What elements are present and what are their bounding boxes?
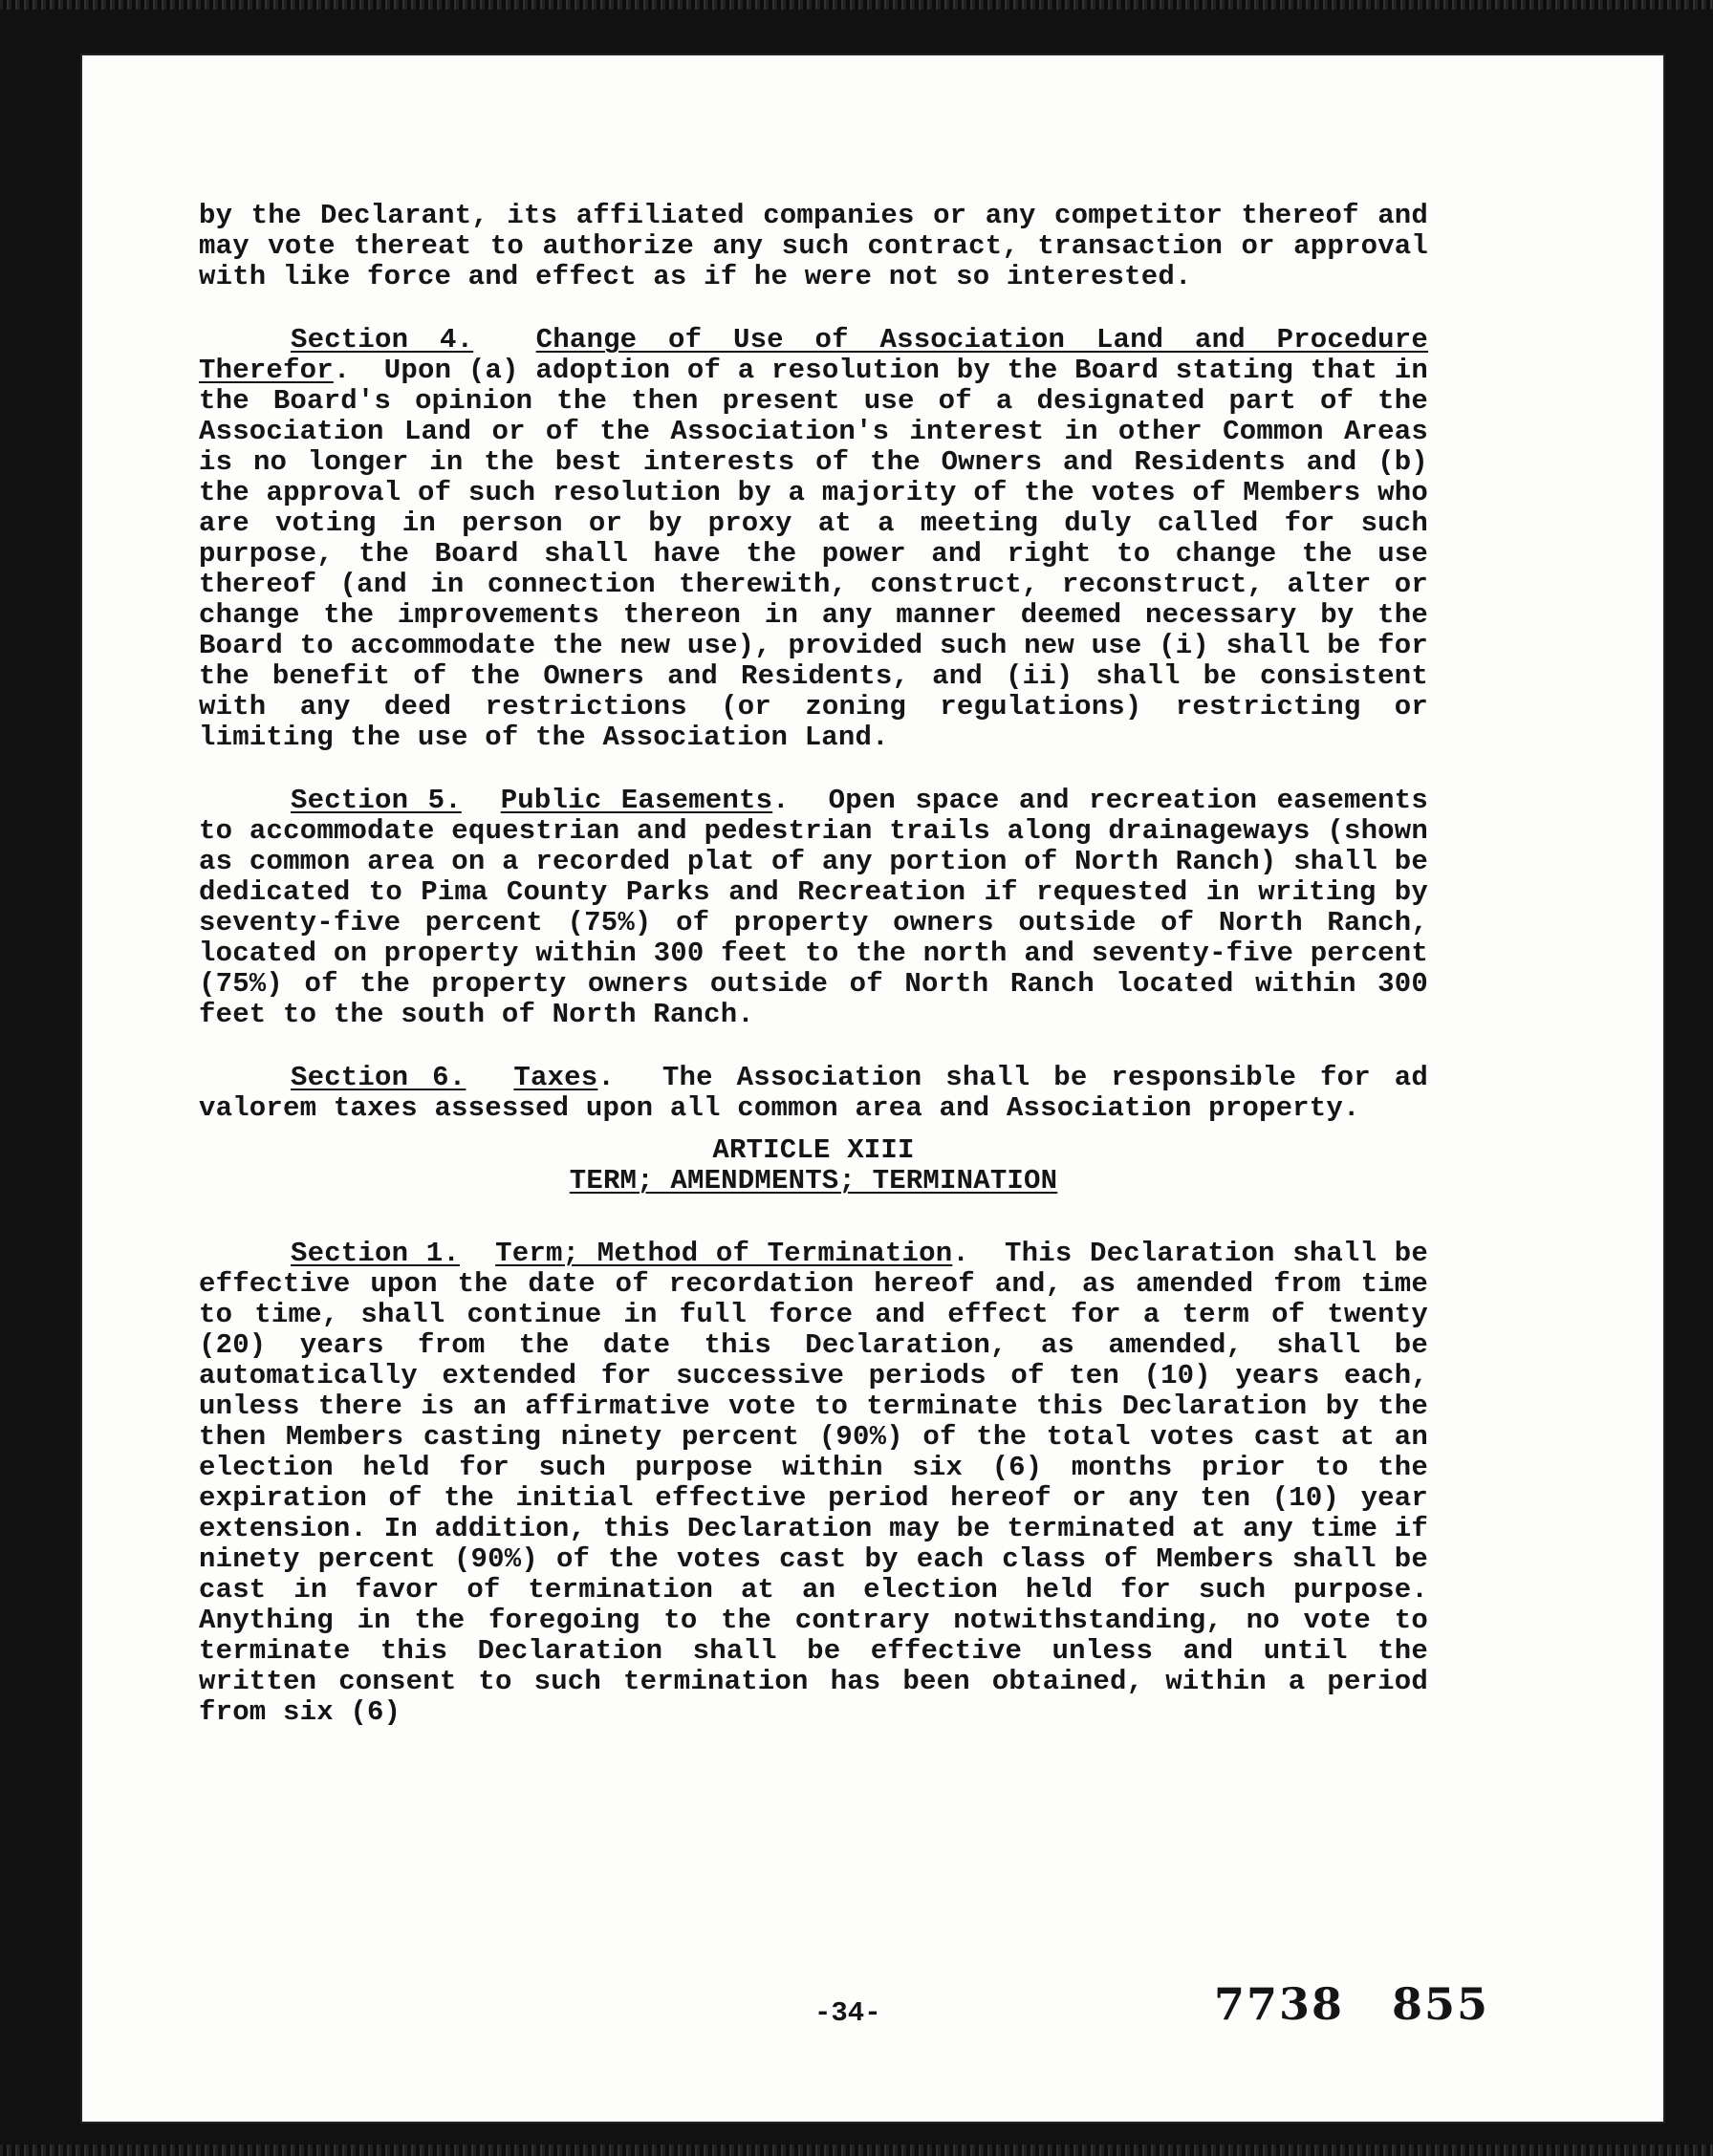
section-4-heading: Change of Use of Association Land and Procedure Therefor [199,324,1428,386]
article-section-1: Section 1. Term; Method of Termination. This Declaration shall be effective upon the date of recordation hereof and, as amended from time to time, shall continue in full force and effect for a term of twenty (20) years from the date this Declaration, as amended, shall be automatically extended for successive periods of ten (10) years each, unless there is an affirmative vote to terminate this Declaration by the then Members casting ninety percent (90%) of the total votes cast at an election held for such purpose within six (6) months prior to the expiration of the initial effective period hereof or any ten (10) year extension. In addition, this Declaration may be terminated at any time if ninety percent (90%) of the votes cast by each class of Members shall be cast in favor of termination at an election held for such purpose. Anything in the foregoing to the contrary notwithstanding, no vote to terminate this Declaration shall be effective unless and until the written consent to such termination has been obtained, within a period from six (6) [199,1238,1429,1728]
intro-text: by the Declarant, its affiliated companies or any competitor thereof and may vote thereat to authorize any such contract, transaction or approval with like force and effect as if he were not so interested. [199,200,1428,292]
section-4-body: Upon (a) adoption of a resolution by the Board stating that in the Board's opinion the then present use of a designated part of the Association Land or of the Association's interest in other Common Areas is no longer in the best interests of the Owners and Residents and (b) the approval of such resolution by a majority of the votes of Members who are voting in person or by proxy at a meeting duly called for such purpose, the Board shall have the power and right to change the use thereof (and in connection therewith, construct, reconstruct, alter or change the improvements thereon in any manner deemed necessary by the Board to accommodate the new use), provided such new use (i) shall be for the benefit of the Owners and Residents, and (ii) shall be consistent with any deed restrictions (or zoning regulations) restricting or limiting the use of the Association Land. [199,355,1428,753]
section-5-heading: Public Easements [500,785,773,816]
article-section-1-body: This Declaration shall be effective upon the date of recordation hereof and, as amended from time to time, shall continue in full force and effect for a term of twenty (20) years from the date this Declaration, as amended, shall be automatically extended for successive periods of ten (10) years each, unless there is an affirmative vote to terminate this Declaration by the then Members casting ninety percent (90%) of the total votes cast at an election held for such purpose within six (6) months prior to the expiration of the initial effective period hereof or any ten (10) year extension. In addition, this Declaration may be terminated at any time if ninety percent (90%) of the votes cast by each class of Members shall be cast in favor of termination at an election held for such purpose. Anything in the foregoing to the contrary notwithstanding, no vote to terminate this Declaration shall be effective unless and until the written consent to such termination has been obtained, within a period from six (6) [199,1238,1429,1728]
top-scan-edge [0,0,1713,10]
recording-stamp [1214,1978,1537,2030]
section-4: Section 4. Change of Use of Association Land and Procedure Therefor. Upon (a) adoption of a resolution by the Board stating that in the Board's opinion the then present use of a designated part of the Association Land or of the Association's interest in other Common Areas is no longer in the best interests of the Owners and Residents and (b) the approval of such resolution by a majority of the votes of Members who are voting in person or by proxy at a meeting duly called for such purpose, the Board shall have the power and right to change the use thereof (and in connection therewith, construct, reconstruct, alter or change the improvements thereon in any manner deemed necessary by the Board to accommodate the new use), provided such new use (i) shall be for the benefit of the Owners and Residents, and (ii) shall be consistent with any deed restrictions (or zoning regulations) restricting or limiting the use of the Association Land. [199,324,1428,753]
section-5-body: Open space and recreation easements to accommodate equestrian and pedestrian trails along drainageways (shown as common area on a recorded plat of any portion of North Ranch) shall be dedicated to Pima County Parks and Recreation if requested in writing by seventy-five percent (75%) of property owners outside of North Ranch, located on property within 300 feet to the north and seventy-five percent (75%) of the property owners outside of North Ranch located within 300 feet to the south of North Ranch. [199,785,1428,1030]
article-section-1-label: Section 1. [291,1238,460,1269]
section-5-label: Section 5. [291,785,462,816]
page-number: -34- [814,1997,881,2029]
section-6-heading: Taxes [513,1062,598,1093]
section-5: Section 5. Public Easements. Open space and recreation easements to accommodate equestrian and pedestrian trails along drainageways (shown as common area on a recorded plat of any portion of North Ranch) shall be dedicated to Pima County Parks and Recreation if requested in writing by seventy-five percent (75%) of property owners outside of North Ranch, located on property within 300 feet to the north and seventy-five percent (75%) of the property owners outside of North Ranch located within 300 feet to the south of North Ranch. [199,785,1428,1030]
page-body [199,201,1428,1760]
section-6-body: The Association shall be responsible for ad valorem taxes assessed upon all common area and Association property. [199,1062,1429,1124]
article-number: ARTICLE XIII [712,1134,915,1166]
intro-paragraph [199,201,1428,292]
section-6-label: Section 6. [291,1062,466,1093]
record-page-number: 855 [1392,1978,1490,2030]
article-section-1-heading: Term; Method of Termination [495,1238,953,1269]
article-title-text: TERM; AMENDMENTS; TERMINATION [569,1165,1058,1197]
section-4-label: Section 4. [291,324,474,356]
record-book-number: 7738 [1214,1978,1345,2030]
section-6: Section 6. Taxes. The Association shall be responsible for ad valorem taxes assessed upon all common area and Association property. [199,1062,1429,1124]
article-title [199,1166,1428,1197]
bottom-scan-edge [0,2145,1713,2156]
